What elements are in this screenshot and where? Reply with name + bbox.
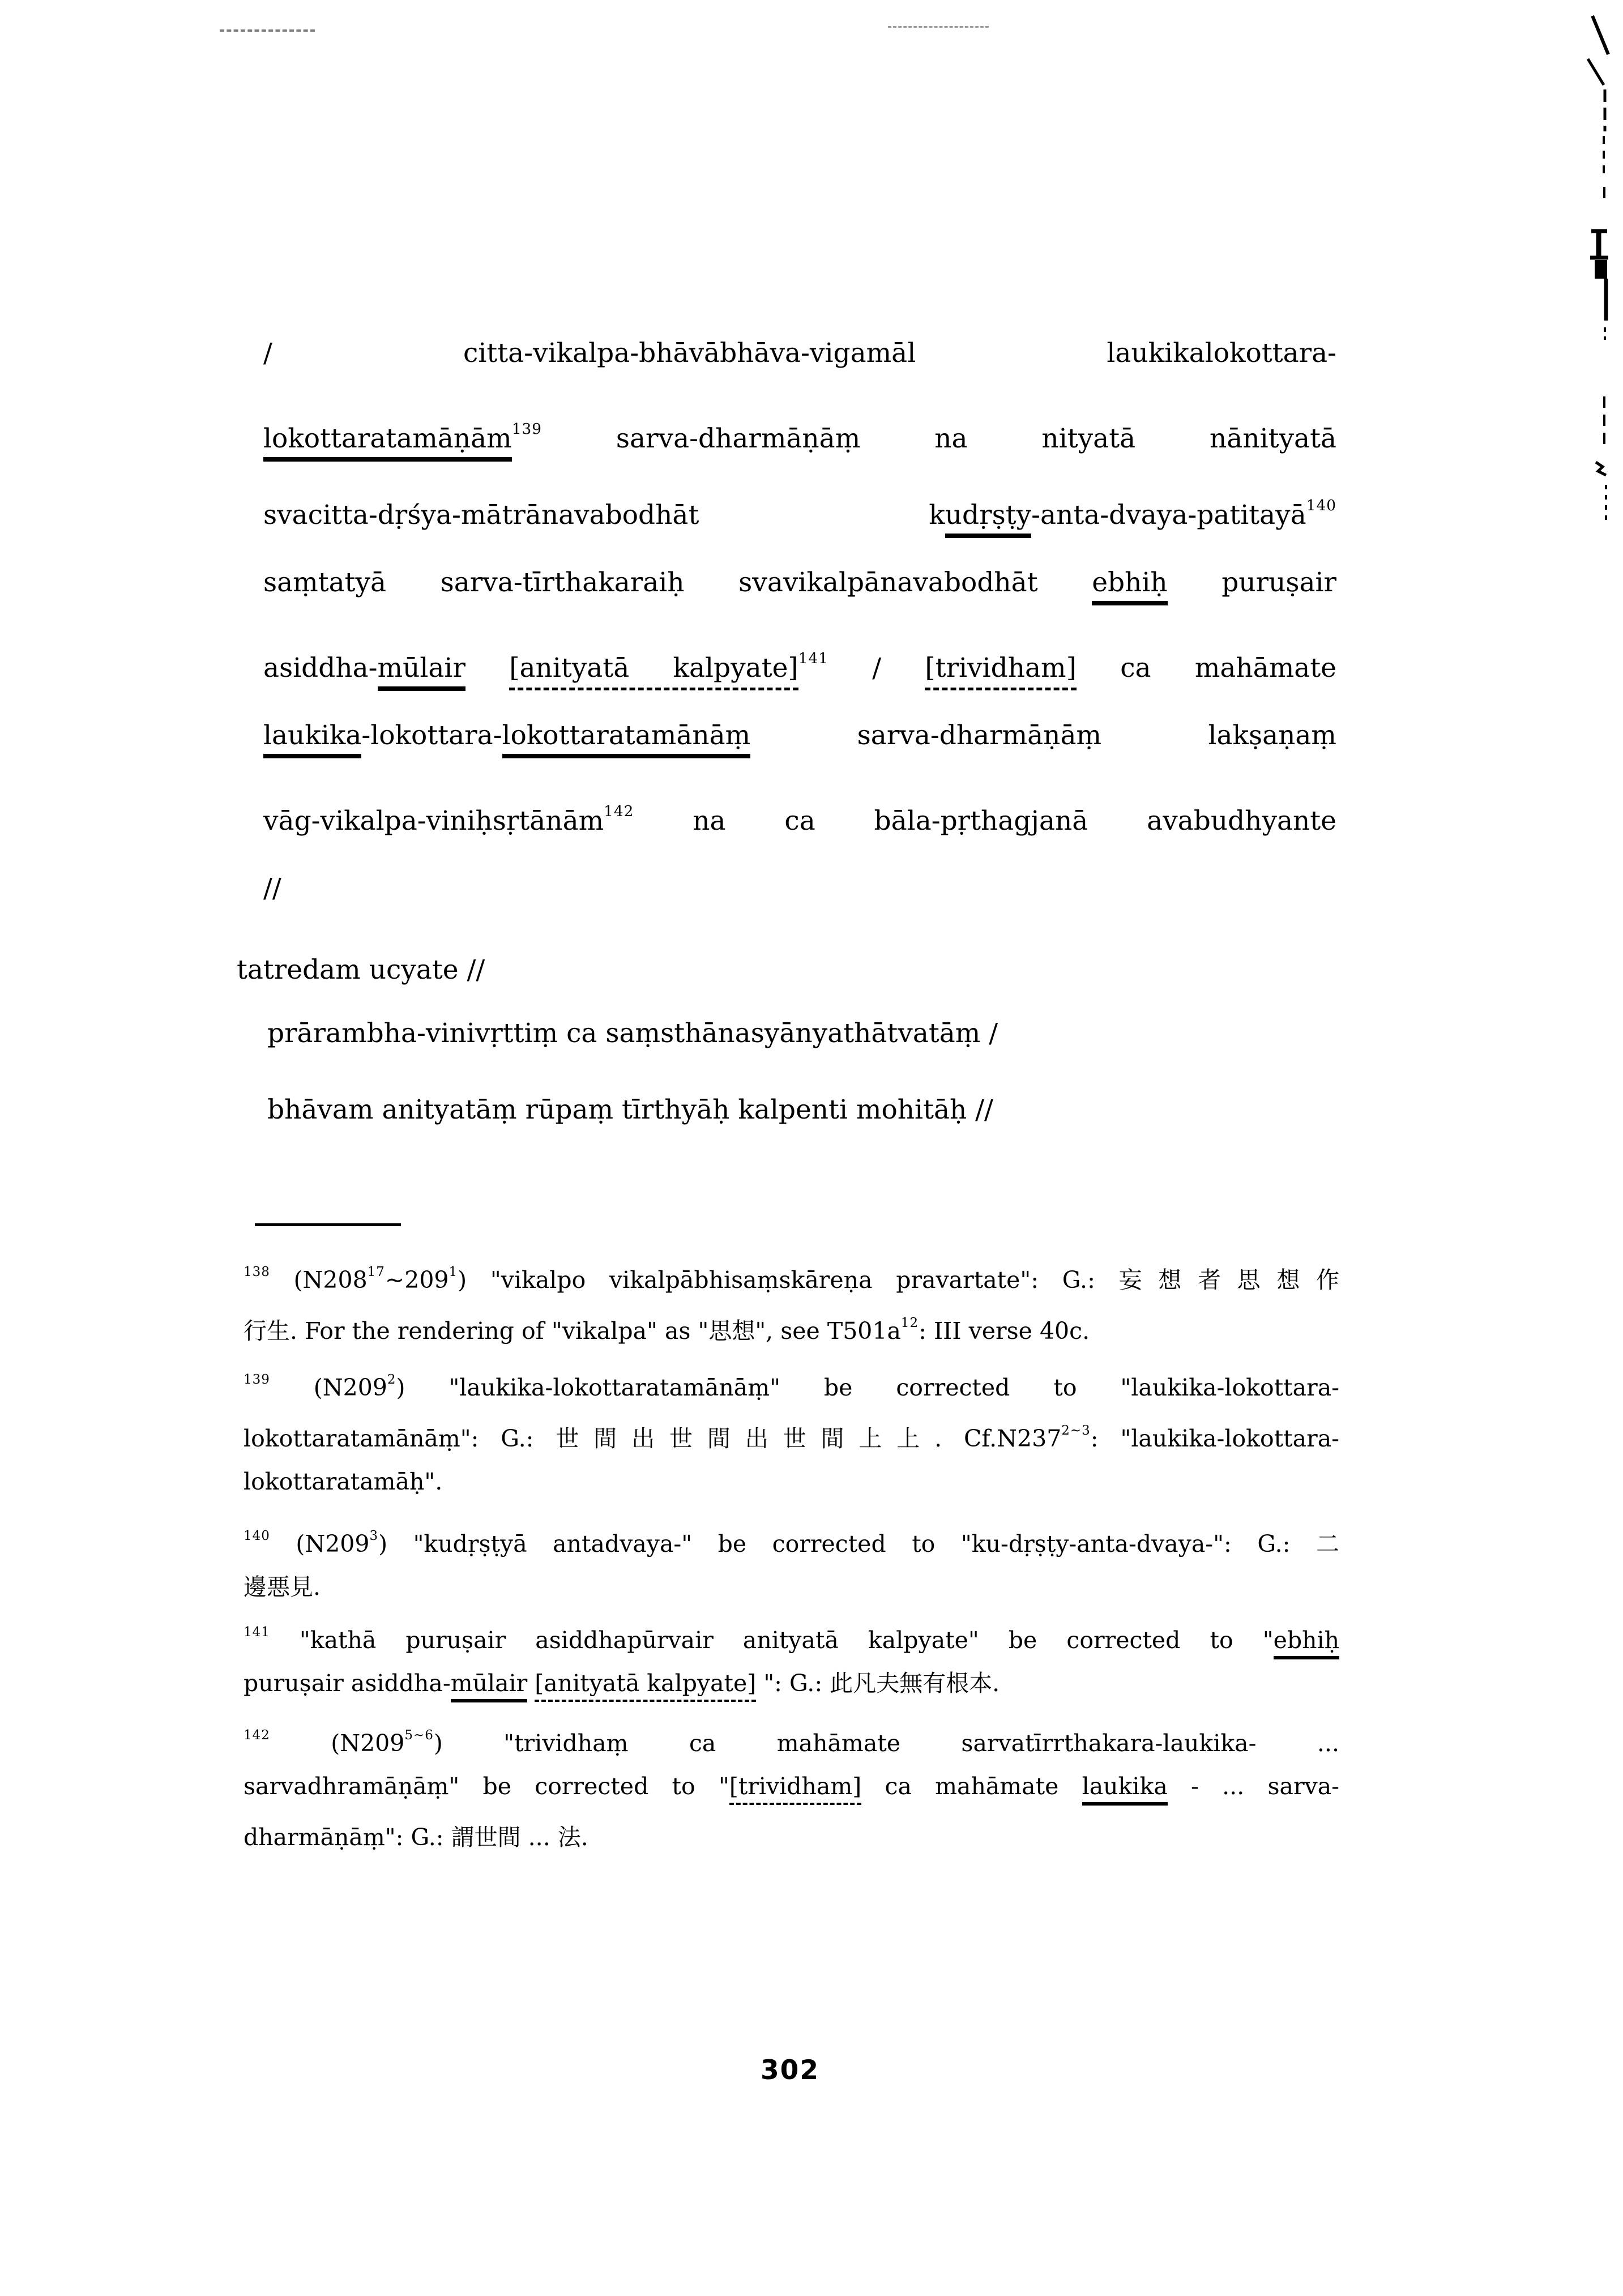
text-segment: dharmāṇāṃ": G.: 謂世間 ... 法.: [244, 1824, 588, 1851]
text-segment: : "laukika-lokottara-: [1090, 1425, 1339, 1453]
text-segment: ~209: [385, 1266, 449, 1294]
text-segment: saṃtatyā sarva-tīrthakaraiḥ svavikalpānavabodhāt: [263, 567, 1092, 598]
superscript: 142: [604, 803, 634, 820]
text-segment: puruṣair asiddha-: [244, 1670, 451, 1697]
page-number: 302: [760, 2055, 820, 2086]
underlined-text: lokottaratamānāṃ: [502, 720, 751, 758]
text-segment: svacitta-dṛśya-mātrānavabodhāt k: [263, 500, 945, 531]
superscript: 12: [900, 1316, 919, 1330]
superscript: 17: [367, 1265, 385, 1279]
text-line: [263, 315, 1336, 391]
text-segment: ": G.: 此凡夫無有根本.: [756, 1670, 1000, 1697]
text-segment: asiddha-: [263, 652, 378, 684]
footnote-140: [244, 1510, 1339, 1612]
text-line: [244, 1561, 1339, 1612]
text-segment: vāg-vikalpa-viniḥsṛtānām: [263, 805, 604, 837]
text-line: [263, 774, 1336, 850]
scan-artifact-top-center-dash: [888, 26, 989, 28]
text-line: [263, 468, 1336, 544]
dash-underlined-text: [anityatā kalpyate]: [535, 1670, 756, 1702]
text-line: [263, 621, 1336, 697]
superscript: 142: [244, 1728, 270, 1743]
text-segment: -anta-dvaya-patitayā: [1031, 500, 1306, 531]
text-segment: sarva-dharmāṇāṃ lakṣaṇaṃ: [750, 720, 1336, 751]
text-line: [263, 850, 1336, 927]
superscript: 2: [387, 1372, 396, 1387]
text-segment: 行生. For the rendering of "vikalpa" as "思想", see T501a: [244, 1317, 901, 1345]
footnote-139: [244, 1354, 1339, 1507]
superscript: 139: [244, 1372, 270, 1387]
text-line: [263, 697, 1336, 774]
text-segment: prārambha-vinivṛttiṃ ca saṃsthānasyānyathātvatāṃ /: [267, 1018, 998, 1049]
text-line: [244, 1247, 1339, 1298]
superscript: 138: [244, 1265, 270, 1279]
verse-block: [267, 995, 1340, 1148]
underlined-text: udṛṣṭy: [945, 500, 1031, 538]
superscript: 141: [244, 1625, 270, 1640]
text-segment: /: [828, 652, 925, 684]
text-segment: "kathā puruṣair asiddhapūrvair anityatā kalpyate" be corrected to ": [270, 1627, 1274, 1654]
text-segment: //: [263, 873, 281, 904]
underlined-text: ebhiḥ: [1274, 1627, 1339, 1659]
superscript: 2~3: [1061, 1423, 1091, 1438]
scan-artifact-right-edge: [1579, 10, 1618, 537]
text-segment: (N209: [270, 1530, 370, 1558]
text-line: [244, 1298, 1339, 1348]
text-segment: (N208: [270, 1266, 368, 1294]
text-segment: lokottaratamānāṃ": G.: 世間出世間出世間上上. Cf.N237: [244, 1425, 1062, 1453]
footnote-141: [244, 1607, 1339, 1709]
dash-underlined-text: [trividham]: [925, 652, 1077, 690]
text-line: [244, 1761, 1339, 1812]
underlined-text: mūlair: [378, 652, 465, 691]
main-text-block: [263, 315, 1336, 927]
text-line: [244, 1456, 1339, 1507]
text-segment: (N209: [270, 1730, 405, 1757]
text-segment: sarvadhramāṇāṃ" be corrected to ": [244, 1773, 729, 1800]
text-segment: - ... sarva-: [1167, 1773, 1340, 1800]
underlined-text: mūlair: [451, 1670, 528, 1702]
text-segment: (N209: [270, 1374, 387, 1402]
dash-underlined-text: [anityatā kalpyate]: [509, 652, 798, 690]
text-segment: -lokottara-: [361, 720, 502, 751]
text-line: [244, 1607, 1339, 1658]
text-segment: / citta-vikalpa-bhāvābhāva-vigamāl laukikalokottara-: [263, 338, 1336, 369]
text-segment: ) "laukika-lokottaratamānāṃ" be corrected to "laukika-lokottara-: [396, 1374, 1339, 1402]
text-line: [244, 1354, 1339, 1405]
footnote-138: [244, 1247, 1339, 1348]
text-line: [244, 1405, 1339, 1456]
superscript: 140: [244, 1529, 270, 1543]
footnote-142: [244, 1710, 1339, 1863]
text-segment: [527, 1670, 535, 1697]
superscript: 139: [511, 421, 542, 438]
text-line: [244, 1812, 1339, 1863]
underlined-text: ebhiḥ: [1092, 567, 1167, 605]
scan-artifact-top-left-dash: [220, 29, 315, 32]
text-segment: ca mahāmate: [1076, 652, 1336, 684]
text-segment: [465, 652, 509, 684]
text-line: [244, 1510, 1339, 1561]
text-segment: sarva-dharmāṇāṃ na nityatā nānityatā: [541, 423, 1336, 455]
text-segment: ) "kudṛṣṭyā antadvaya-" be corrected to "ku-dṛṣṭy-anta-dvaya-": G.: 二: [378, 1530, 1339, 1558]
superscript: 3: [369, 1529, 379, 1543]
text-segment: : III verse 40c.: [919, 1317, 1090, 1345]
text-line: [267, 1072, 1340, 1148]
underlined-text: laukika: [1082, 1773, 1168, 1806]
superscript: 141: [798, 650, 828, 667]
superscript: 140: [1306, 497, 1336, 514]
text-line: [263, 544, 1336, 621]
text-line: [267, 995, 1340, 1072]
text-segment: ) "vikalpo vikalpābhisaṃskāreṇa pravartate": G.: 妄想者思想作: [458, 1266, 1339, 1294]
underlined-text: laukika: [263, 720, 361, 758]
text-segment: lokottaratamāḥ".: [244, 1468, 443, 1495]
text-segment: bhāvam anityatāṃ rūpaṃ tīrthyāḥ kalpenti mohitāḥ //: [267, 1094, 993, 1125]
text-line: [244, 1658, 1339, 1709]
text-segment: tatredam ucyate //: [237, 954, 485, 985]
text-segment: ) "trividhaṃ ca mahāmate sarvatīrrthakara-laukika- ...: [433, 1730, 1339, 1757]
text-segment: na ca bāla-pṛthagjanā avabudhyante: [634, 805, 1336, 837]
text-line: [244, 1710, 1339, 1761]
footnote-separator-rule: [255, 1223, 401, 1226]
underlined-text: lokottaratamāṇām: [263, 423, 512, 462]
superscript: 1: [449, 1265, 458, 1279]
text-line: [263, 391, 1336, 468]
dash-underlined-text: [trividham]: [729, 1773, 861, 1805]
text-segment: ca mahāmate: [861, 1773, 1082, 1800]
text-segment: 邊悪見.: [244, 1573, 321, 1601]
superscript: 5~6: [404, 1728, 434, 1743]
text-segment: puruṣair: [1167, 567, 1336, 598]
